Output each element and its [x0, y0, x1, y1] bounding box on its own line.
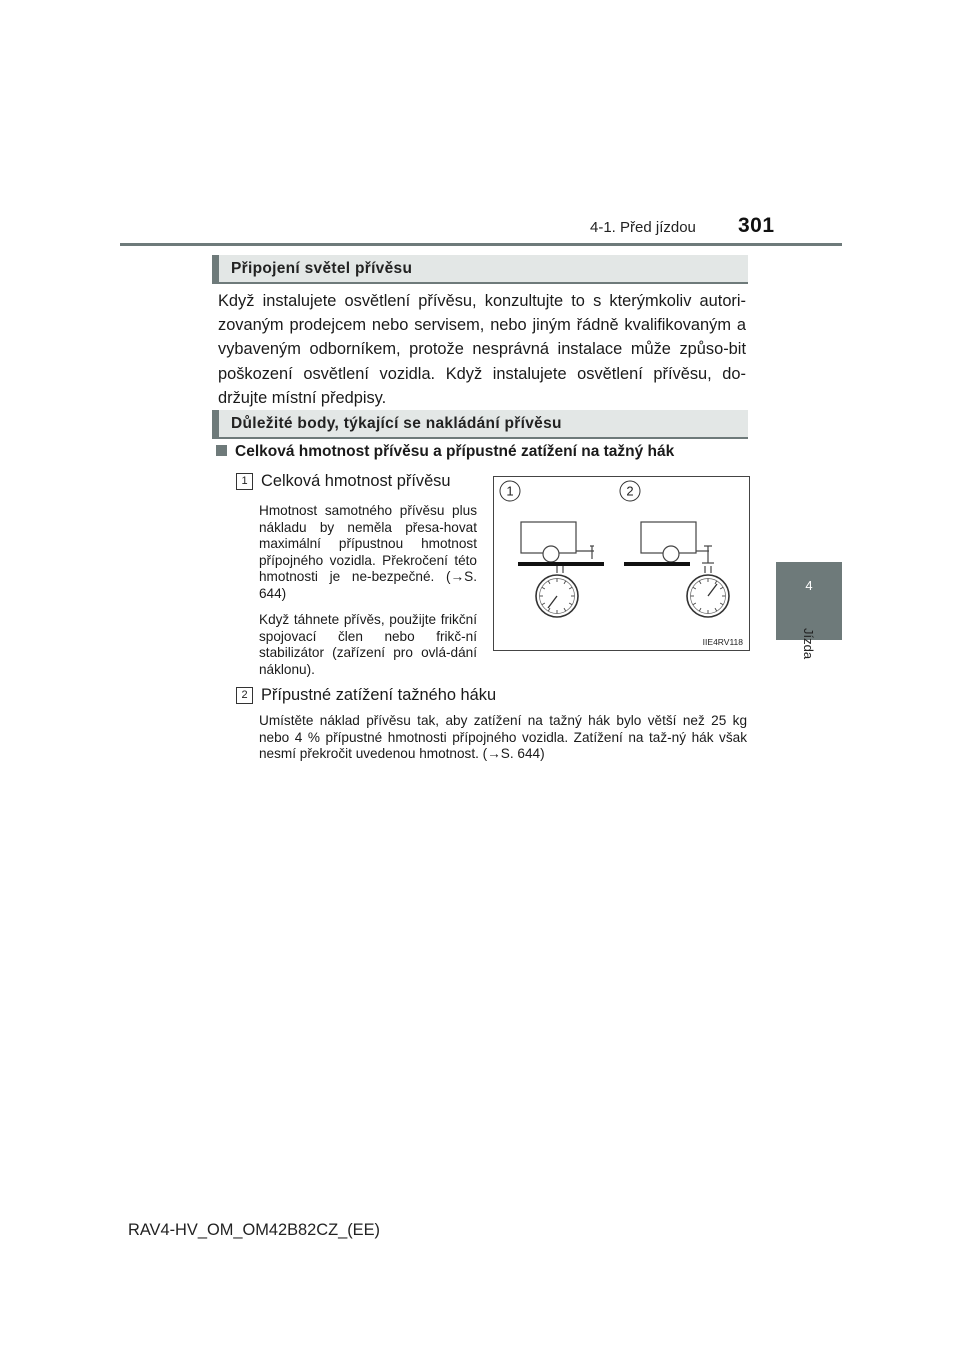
section-heading-trailer-loading: [212, 410, 748, 439]
item-note: Když táhnete přívěs, použijte frikční spojovací člen nebo frikč-ní stabilizátor (zařízení pro ovlá-dání náklonu).: [259, 612, 477, 677]
item-description: Hmotnost samotného přívěsu plus nákladu by neměla přesa-hovat maximální přípustnou hmotnost přípojného vozidla. Překročení této hmotnosti je ne-bezpečné. (→S. 644): [259, 503, 477, 601]
bullet-square-icon: [216, 445, 227, 456]
svg-text:2: 2: [626, 483, 634, 499]
item-title: Celková hmotnost přívěsu: [261, 472, 451, 490]
svg-text:1: 1: [506, 483, 514, 499]
trailer-on-scale-right-icon: [624, 522, 729, 617]
page-number: 301: [738, 214, 775, 237]
item-title: Přípustné zatížení tažného háku: [261, 686, 497, 704]
trailer-on-scale-left-icon: [518, 522, 604, 617]
section-title: 4-1. Před jízdou: [590, 219, 696, 236]
section-heading-trailer-lights: [212, 255, 748, 284]
figure-code: IIE4RV118: [702, 637, 743, 647]
chapter-label: Jízda: [801, 628, 816, 660]
body-paragraph: Když instalujete osvětlení přívěsu, konzultujte to s kterýmkoliv autori-zovaným prodejcem nebo servisem, nebo jiným řádně kvalifikovaným a vybaveným odborníkem, protože nesprávná instalace může způso-bit poškození osvětlení vozidla. Když instalujete osvětlení přívěsu, do-držujte místní předpisy.: [218, 292, 746, 407]
bullet-heading: [216, 443, 674, 461]
header-divider: [120, 243, 842, 246]
label-1-badge: [500, 481, 520, 501]
item-number-badge: 2: [236, 687, 253, 704]
trailer-weight-illustration: [493, 476, 750, 651]
section-heading-text: Důležité body, týkající se nakládání přívěsu: [231, 415, 562, 432]
item-description: Umístěte náklad přívěsu tak, aby zatížení na tažný hák bylo větší než 25 kg nebo 4 % přípustné hmotnosti přípojného vozidla. Zatížení na taž-ný hák však nesmí překročit uvedenou hmotnost. (→S. 644): [259, 713, 747, 762]
trailer-scale-diagram: [494, 477, 751, 652]
item-number-badge: 1: [236, 473, 253, 490]
label-2-badge: [620, 481, 640, 501]
document-code: RAV4-HV_OM_OM42B82CZ_(EE): [128, 1221, 381, 1239]
section-heading-text: Připojení světel přívěsu: [231, 260, 413, 277]
bullet-heading-text: Celková hmotnost přívěsu a přípustné zatížení na tažný hák: [235, 443, 675, 460]
chapter-number: 4: [805, 578, 813, 593]
